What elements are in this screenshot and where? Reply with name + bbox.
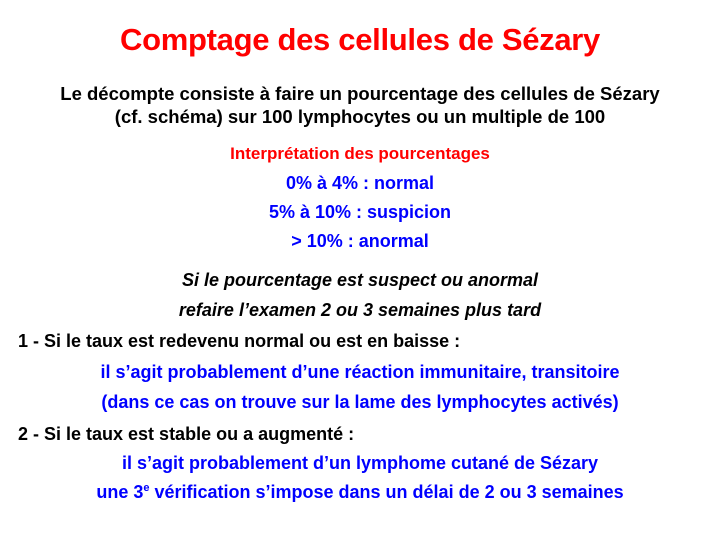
interpretation-heading: Interprétation des pourcentages bbox=[230, 144, 490, 163]
case1-line-1: il s’agit probablement d’une réaction immunitaire, transitoire bbox=[100, 362, 620, 382]
case2-line-2-suffix: vérification s’impose dans un délai de 2 ou 3 semaines bbox=[149, 482, 624, 502]
advice-line-1: Si le pourcentage est suspect ou anormal bbox=[181, 270, 539, 290]
case1-line-2: (dans ce cas on trouve sur la lame des lymphocytes activés) bbox=[101, 392, 619, 412]
intro-line-1: Le décompte consiste à faire un pourcentage des cellules de Sézary bbox=[60, 83, 660, 104]
case2-line-2-superscript: e bbox=[143, 482, 150, 494]
case2-line-2 bbox=[0, 482, 720, 503]
case2-heading: 2 - Si le taux est stable ou a augmenté : bbox=[18, 424, 355, 444]
interpretation-normal: 0% à 4% : normal bbox=[285, 173, 435, 193]
case2-line-1: il s’agit probablement d’un lymphome cutané de Sézary bbox=[121, 453, 599, 473]
case1-heading: 1 - Si le taux est redevenu normal ou est en baisse : bbox=[18, 331, 461, 351]
advice-line-2: refaire l’examen 2 ou 3 semaines plus tard bbox=[178, 300, 542, 320]
intro-line-2: (cf. schéma) sur 100 lymphocytes ou un multiple de 100 bbox=[114, 106, 606, 127]
case2-line-2-prefix: une 3 bbox=[96, 482, 144, 502]
interpretation-suspicion: 5% à 10% : suspicion bbox=[268, 202, 452, 222]
interpretation-abnormal: > 10% : anormal bbox=[291, 231, 429, 251]
slide-title: Comptage des cellules de Sézary bbox=[119, 22, 600, 57]
